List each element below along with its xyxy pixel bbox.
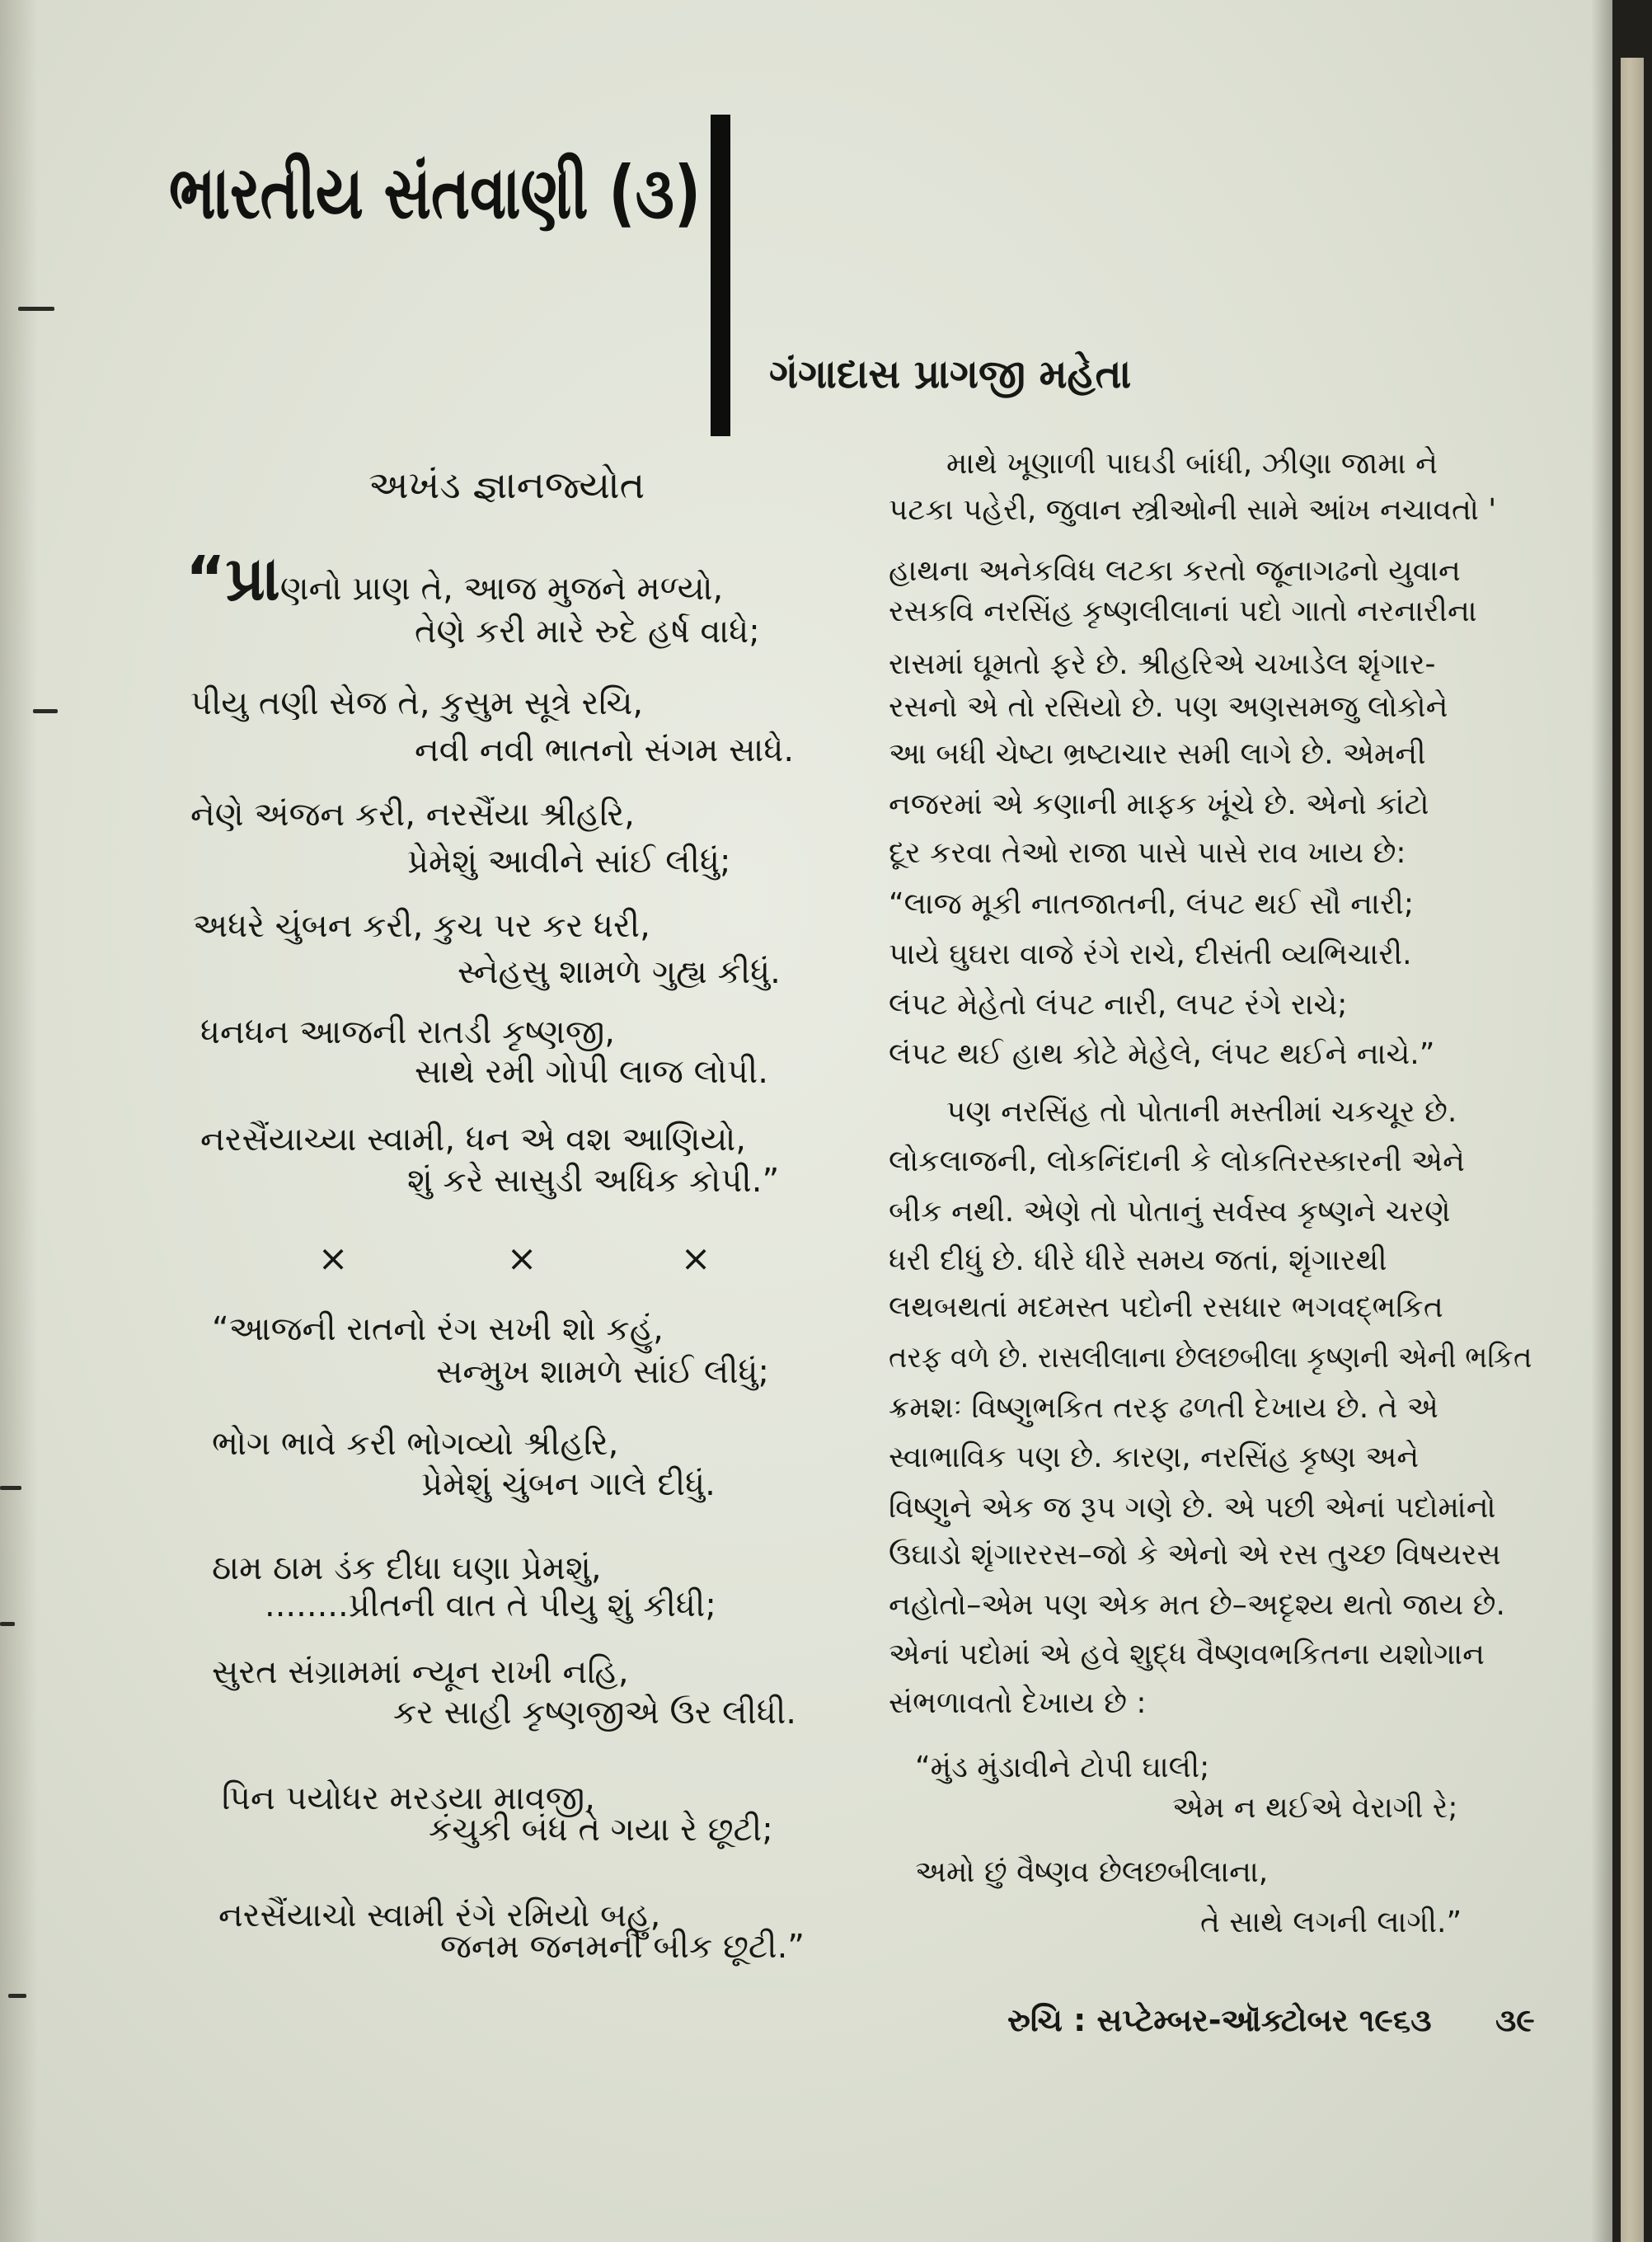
author-name-text: ગંગાદાસ પ્રાગજી મહેતા	[769, 350, 1132, 397]
poem-line-text: શું કરે સાસુડી અધિક કોપી.”	[407, 1162, 780, 1200]
poem-line-text: પિન પયોધર મરડયા માવજી,	[222, 1779, 595, 1817]
paragraph-line-text: પણ નરસિંહ તો પોતાની મસ્તીમાં ચકચૂર છે.	[946, 1095, 1457, 1129]
poem-line	[415, 724, 819, 777]
quote-line-text: “લાજ મૂકી નાતજાતની, લંપટ થઈ સૌ નારી;	[889, 887, 1414, 921]
paragraph-line-text: સ્વાભાવિક પણ છે. કારણ, નરસિંહ કૃષ્ણ અને	[889, 1441, 1420, 1474]
paragraph-line-text: પટકા પહેરી, જુવાન સ્ત્રીઓની સામે આંખ નચાવતો '	[889, 493, 1497, 527]
paragraph-line-text: આ બધી ચેષ્ટા ભ્રષ્ટાચાર સમી લાગે છે. એમની	[889, 737, 1426, 771]
paragraph-line-text: તરફ વળે છે. રાસલીલાના છેલછબીલા કૃષ્ણની એની ભકિત	[889, 1341, 1532, 1375]
title-rule	[711, 115, 730, 436]
poem-line	[265, 1579, 833, 1632]
poem-line-text: સાથે રમી ગોપી લાજ લોપી.	[415, 1053, 768, 1091]
poem-line-text: તેણે કરી મારે રુદે હર્ષ વાધે;	[415, 613, 760, 651]
paragraph-line	[889, 588, 1502, 636]
paragraph-line-text: હાથના અનેકવિધ લટકા કરતો જૂનાગઢનો યુવાન	[889, 554, 1461, 588]
poem-line-text: કર સાહી કૃષ્ણજીએ ઉર લીધી.	[393, 1694, 796, 1732]
poem-line	[440, 1920, 840, 1973]
poem-line-text: નેણે અંજન કરી, નરસૈંયા શ્રીહરિ,	[190, 796, 635, 834]
running-footer-text: રુચિ : સપ્ટેમ્બર-ઑક્ટોબર ૧૯૬૩	[1007, 2001, 1432, 2038]
quote-line	[889, 881, 1530, 928]
paragraph-line	[889, 684, 1519, 731]
quote-line-text: લંપટ થઈ હાથ કોટે મેહેલે, લંપટ થઈને નાચે.”	[889, 1037, 1435, 1071]
poem-line-text: નરસૈંયાચો સ્વામી રંગે રમિયો બહુ,	[218, 1897, 661, 1934]
paragraph-line	[889, 731, 1512, 778]
article-title	[169, 143, 701, 242]
binding-mark	[33, 709, 58, 713]
author-name	[769, 345, 1198, 403]
paragraph-line-text: ક્રમશઃ વિષ્ણુભકિત તરફ ઢળતી દેખાય છે. તે એ	[889, 1391, 1438, 1425]
poem-line	[407, 835, 819, 888]
poem-line	[421, 1458, 826, 1511]
paragraph-line-text: રસકવિ નરસિંહ કૃષ્ણલીલાનાં પદો ગાતો નરનારીના	[889, 595, 1477, 628]
poem-line-text: ........પ્રીતની વાત તે પીયુ શું કીધી;	[265, 1586, 716, 1624]
poem-line-text: કંચુકી બંધ તે ગયા રે છૂટી;	[429, 1811, 773, 1849]
paragraph-line-text: લોકલાજની, લોકનિંદાની કે લોકતિરસ્કારની એને	[889, 1145, 1465, 1178]
quote-line-text: “મુંડ મુંડાવીને ટોપી ઘાલી;	[915, 1751, 1210, 1784]
quote-line	[1172, 1784, 1533, 1832]
paragraph-line-text: દૂર કરવા તેઓ રાજા પાસે પાસે રાવ ખાય છે:	[889, 836, 1406, 870]
page-edge-shadow	[1591, 0, 1612, 2242]
poem-line	[190, 677, 726, 730]
paragraph-line-text: ઉઘાડો શૃંગારરસ–જો કે એનો એ રસ તુચ્છ વિષયરસ	[889, 1538, 1501, 1572]
poem-line	[429, 1803, 847, 1856]
paragraph-line-text: નજરમાં એ કણાની માફક ખૂંચે છે. એનો કાંટો	[889, 787, 1429, 821]
poem-line	[193, 900, 725, 952]
quote-line-text: તે સાથે લગની લાગી.”	[1200, 1906, 1462, 1939]
paragraph-line	[889, 1434, 1526, 1482]
poem-line-text: “આજની રાતનો રંગ સખી શો કહું,	[212, 1310, 664, 1348]
section-separator-mark: ×	[506, 1237, 537, 1280]
paragraph-line	[889, 1582, 1519, 1629]
paragraph-line	[889, 1531, 1530, 1579]
paragraph-line-text: લથબથતાં મદમસ્ત પદોની રસધાર ભગવદ્ભકિત	[889, 1290, 1443, 1324]
poem-line-text: ધનધન આજની રાતડી કૃષ્ણજી,	[200, 1013, 615, 1051]
page-number-text: ૩૯	[1495, 2001, 1535, 2038]
poem-line-text: પીયુ તણી સેજ તે, કુસુમ સૂત્રે રચિ,	[190, 684, 644, 722]
quote-line-text: અમો છું વૈષ્ણવ છેલછબીલાના,	[915, 1855, 1269, 1889]
poem-line-text: અધરે ચુંબન કરી, કુચ પર કર ધરી,	[193, 907, 650, 945]
quote-line	[889, 981, 1532, 1029]
page-number	[1495, 1994, 1542, 2047]
paragraph-line	[889, 1138, 1526, 1186]
poem-line-text: સન્મુખ શામળે સાંઈ લીધું;	[436, 1353, 770, 1391]
paragraph-line-text: ધરી દીધું છે. ધીરે ધીરે સમય જતાં, શૃંગારથી	[889, 1243, 1387, 1277]
running-footer	[1007, 1994, 1485, 2047]
section-separator-mark: ×	[317, 1237, 349, 1280]
poem-line	[415, 1046, 826, 1098]
back-page-edge	[1621, 58, 1644, 2242]
poem-line-text: નરસૈંયાચ્યા સ્વામી, ધન એ વશ આણિયો,	[200, 1121, 746, 1159]
paragraph-line	[889, 641, 1512, 689]
paragraph-line-text: સંભળાવતો દેખાય છે :	[889, 1686, 1147, 1720]
paragraph-line	[946, 440, 1504, 488]
paragraph-line-text: વિષ્ણુને એક જ રૂપ ગણે છે. એ પછી એનાં પદોમાંનો	[889, 1491, 1496, 1525]
paragraph-line	[889, 1680, 1194, 1727]
poem-line-text: સ્નેહસુ શામળે ગુહ્ય કીધું.	[458, 953, 781, 991]
binding-mark	[0, 1622, 15, 1626]
paragraph-line	[889, 1284, 1526, 1332]
poem-line	[393, 1686, 840, 1739]
paragraph-line-text: રસનો એ તો રસિયો છે. પણ અણસમજુ લોકોને	[889, 690, 1448, 724]
poem-line-text	[185, 543, 723, 615]
poem-line-text: જનમ જનમની બીક છૂટી.”	[440, 1928, 805, 1966]
poem-line-text: સુરત સંગ્રામમાં ન્યૂન રાખી નહિ,	[212, 1653, 629, 1691]
binding-shadow	[0, 0, 38, 2242]
paragraph-line	[889, 781, 1519, 829]
quote-line	[889, 931, 1532, 979]
quote-line-text: લંપટ મેહેતો લંપટ નારી, લપટ રંગે રાચે;	[889, 988, 1348, 1022]
quote-line	[1200, 1899, 1540, 1947]
section-heading-text: અખંડ જ્ઞાનજ્યોત	[368, 463, 645, 507]
section-heading	[368, 457, 653, 515]
poem-line-text: પ્રેમેશું ચુંબન ગાલે દીધું.	[421, 1465, 716, 1503]
binding-mark	[8, 1994, 26, 1998]
drop-initial: “પ્રા	[185, 543, 280, 614]
poem-line-text: પ્રેમેશું આવીને સાંઈ લીધું;	[407, 843, 731, 881]
paragraph-line	[889, 1188, 1530, 1236]
paragraph-line	[889, 1384, 1526, 1432]
paragraph-line	[889, 486, 1532, 534]
poem-line	[415, 605, 819, 658]
poem-line-text: ઠામ ઠામ ડંક દીધા ઘણા પ્રેમશું,	[212, 1549, 602, 1587]
quote-line	[915, 1849, 1405, 1897]
paragraph-line-text: રાસમાં ઘૂમતો ફરે છે. શ્રીહરિએ ચખાડેલ શૃંગાર-	[889, 647, 1436, 681]
poem-line-rest: ણનો પ્રાણ તે, આજ મુજને મળ્યો,	[279, 569, 724, 608]
quote-line-text: એમ ન થઈએ વેરાગી રે;	[1172, 1791, 1458, 1825]
paragraph-line-text: માથે ખૂણાળી પાઘડી બાંધી, ઝીણા જામા ને	[946, 447, 1438, 481]
section-separator-mark: ×	[680, 1237, 711, 1280]
article-title-text: ભારતીય સંતવાણી (૩)	[169, 149, 701, 235]
paragraph-line	[889, 830, 1502, 877]
binding-mark	[18, 307, 54, 311]
poem-line	[458, 946, 826, 999]
paragraph-line-text: નહોતો–એમ પણ એક મત છે–અદૃશ્ય થતો જાય છે.	[889, 1588, 1505, 1622]
paragraph-line	[946, 1088, 1516, 1136]
poem-line-text: ભોગ ભાવે કરી ભોગવ્યો શ્રીહરિ,	[212, 1425, 619, 1463]
paragraph-line-text: બીક નથી. એણે તો પોતાનું સર્વસ્વ કૃષ્ણને ચરણે	[889, 1195, 1451, 1229]
paragraph-line	[889, 1237, 1532, 1285]
paragraph-line-text: એનાં પદોમાં એ હવે શુદ્ધ વૈષ્ણવભકિતના યશોગાન	[889, 1638, 1485, 1671]
paragraph-line	[889, 1631, 1532, 1679]
binding-mark	[0, 1486, 21, 1490]
paragraph-line	[889, 1334, 1532, 1382]
poem-line	[190, 788, 711, 841]
poem-line-text: નવી નવી ભાતનો સંગમ સાધે.	[415, 731, 795, 769]
poem-line	[436, 1346, 826, 1398]
quote-line	[889, 1031, 1519, 1079]
poem-line	[407, 1154, 833, 1207]
paragraph-line	[889, 1484, 1532, 1532]
quote-line-text: પાયે ઘુઘરા વાજે રંગે રાચે, દીસંતી વ્યભિચારી.	[889, 938, 1412, 971]
